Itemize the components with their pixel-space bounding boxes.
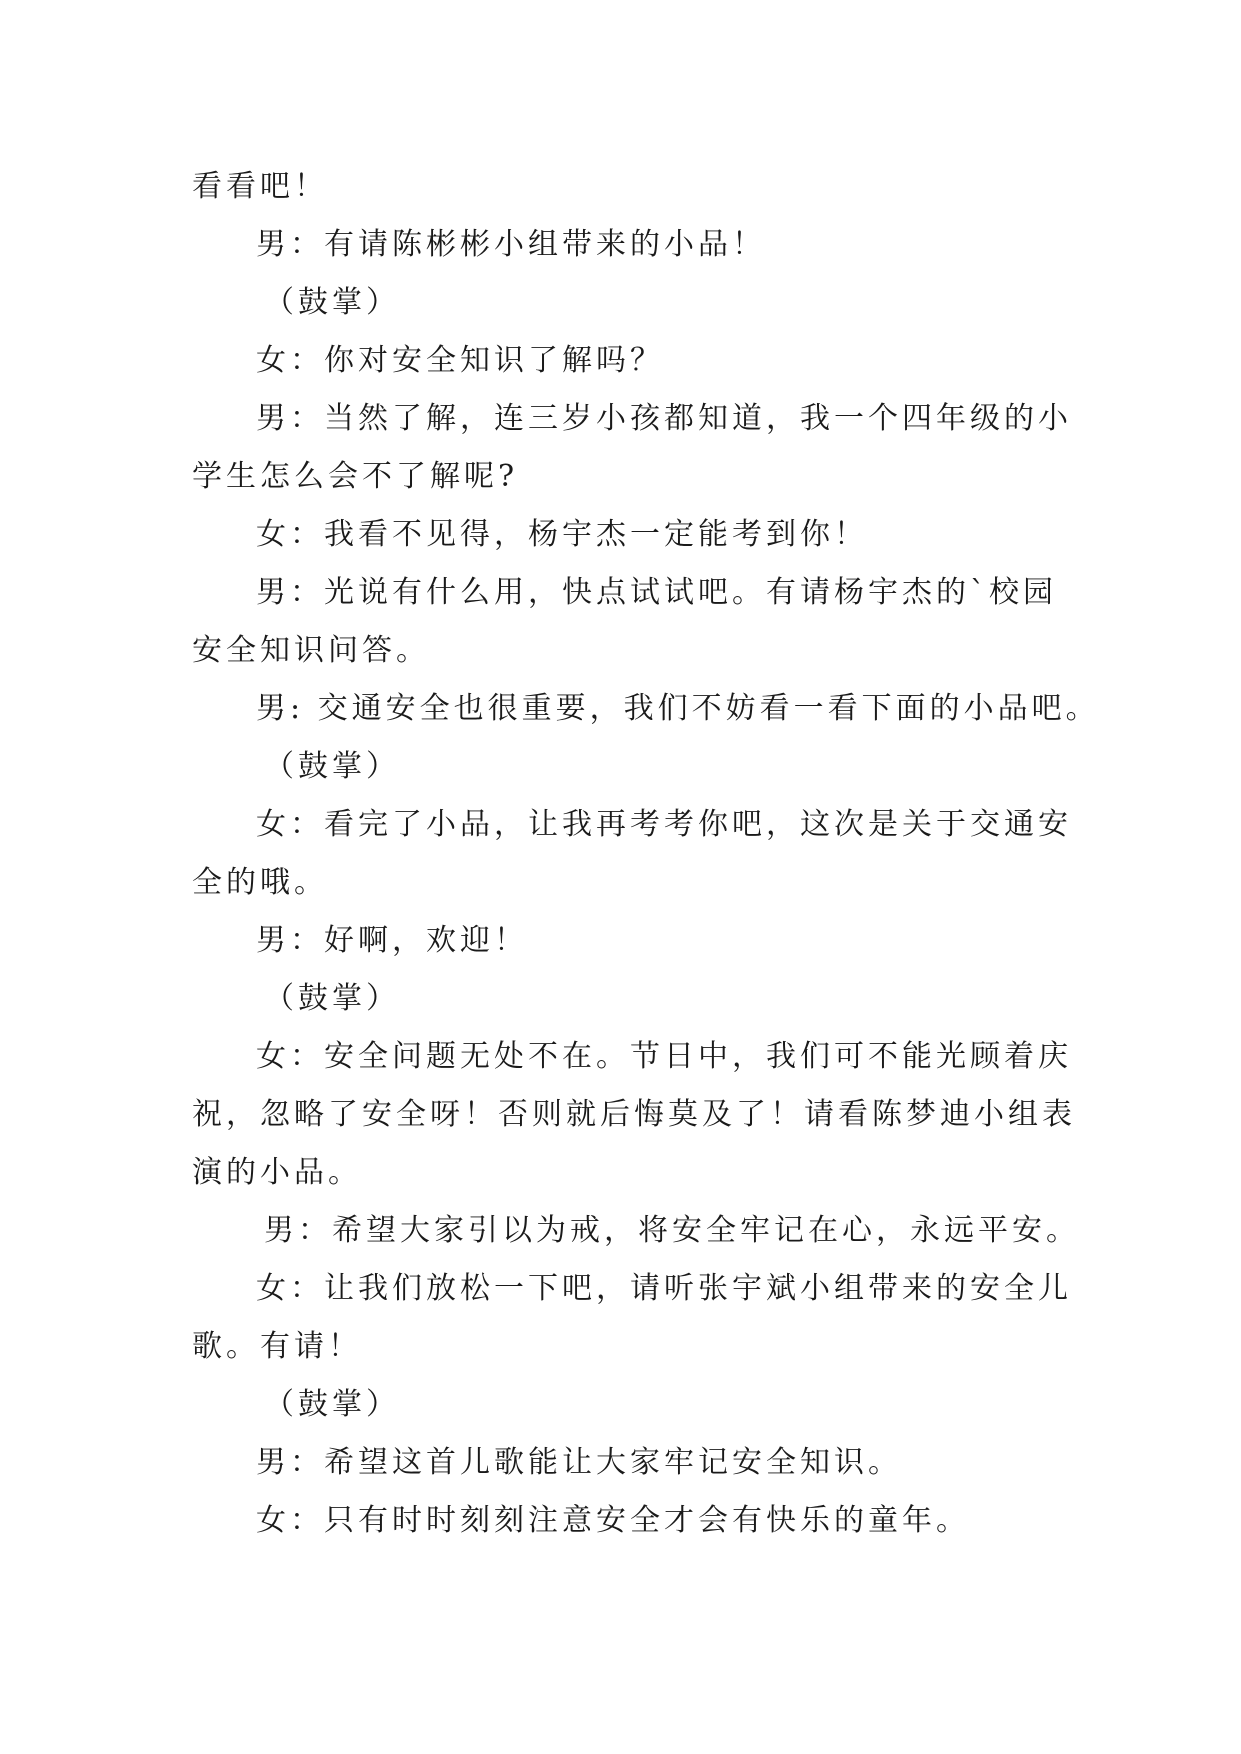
- text-line: 男：有请陈彬彬小组带来的小品！: [256, 227, 766, 262]
- text-line: 女：你对安全知识了解吗？: [256, 343, 664, 378]
- text-line: 学生怎么会不了解呢?: [192, 459, 519, 494]
- text-line: 安全知识问答。: [192, 633, 430, 668]
- stage-cue-line: （鼓掌）: [264, 1387, 400, 1422]
- stage-cue-line: （鼓掌）: [264, 981, 400, 1016]
- text-line: 男：希望大家引以为戒，将安全牢记在心，永远平安。: [264, 1213, 1080, 1248]
- text-line: 男：当然了解，连三岁小孩都知道，我一个四年级的小: [256, 401, 1072, 436]
- text-line: 男：希望这首儿歌能让大家牢记安全知识。: [256, 1445, 902, 1480]
- text-line: 男：好啊，欢迎！: [256, 923, 528, 958]
- text-line: 女：看完了小品，让我再考考你吧，这次是关于交通安: [256, 807, 1072, 842]
- text-line: 全的哦。: [192, 865, 328, 900]
- text-line: 女：安全问题无处不在。节日中，我们可不能光顾着庆: [256, 1039, 1072, 1074]
- script-text-block: [192, 158, 1100, 1550]
- text-line: 女：只有时时刻刻注意安全才会有快乐的童年。: [256, 1503, 970, 1538]
- stage-cue-line: （鼓掌）: [264, 285, 400, 320]
- text-line: 歌。有请！: [192, 1329, 362, 1364]
- text-line: 看看吧！: [192, 169, 328, 204]
- text-line: 祝，忽略了安全呀！否则就后悔莫及了！请看陈梦迪小组表: [192, 1097, 1076, 1132]
- text-line: 女：我看不见得，杨宇杰一定能考到你！: [256, 517, 868, 552]
- stage-cue-line: （鼓掌）: [264, 749, 400, 784]
- text-line: 演的小品。: [192, 1155, 362, 1190]
- text-line: 男：光说有什么用，快点试试吧。有请杨宇杰的`校园: [256, 575, 1057, 610]
- text-line: 男: 交通安全也很重要，我们不妨看一看下面的小品吧。: [256, 691, 1100, 726]
- text-line: 女：让我们放松一下吧，请听张宇斌小组带来的安全儿: [256, 1271, 1072, 1306]
